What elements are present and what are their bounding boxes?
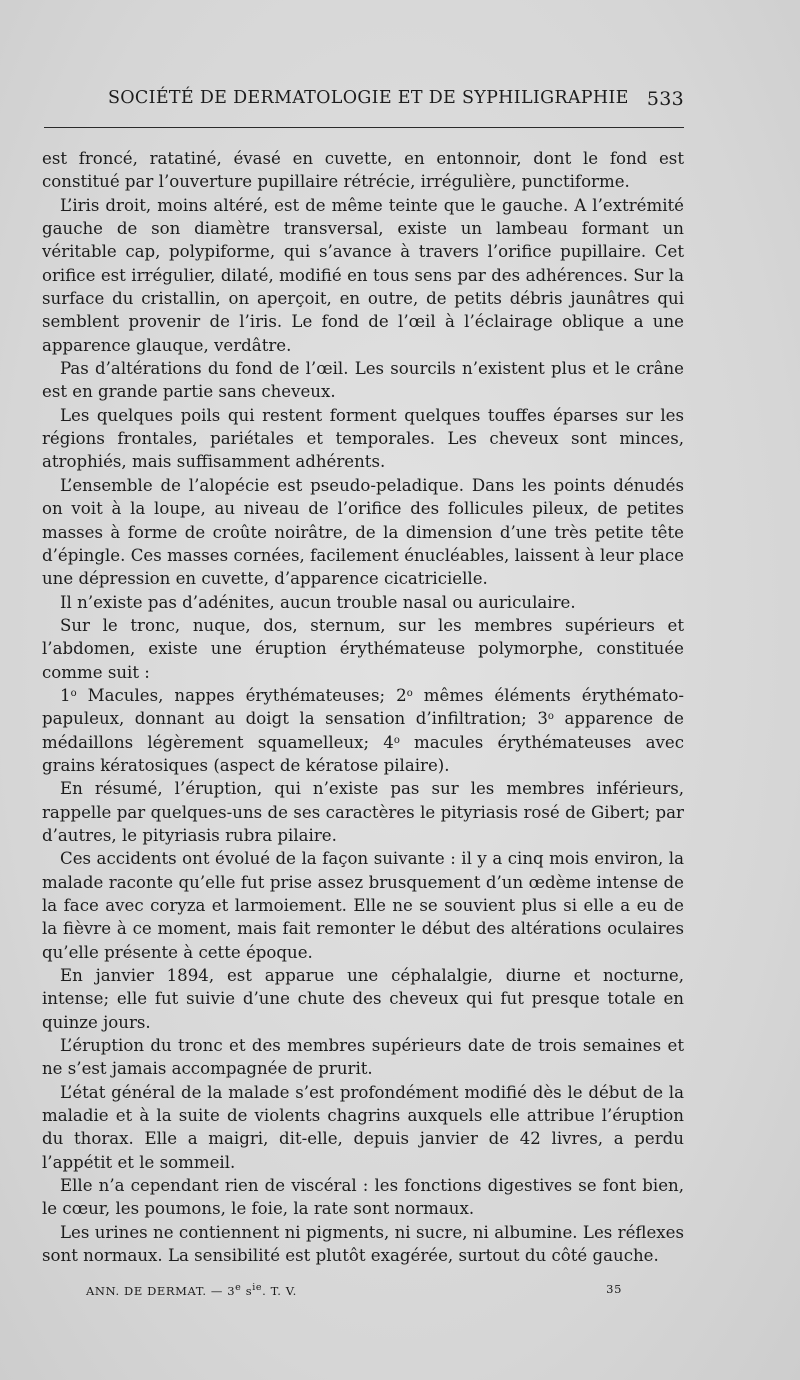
header-rule [44,127,684,128]
paragraph: Il n’existe pas d’adénites, aucun trouble nasal ou auriculaire. [60,592,576,612]
paragraph: L’état général de la malade s’est profondément modifié dès le début de la maladie et à la suite de violents chagrins auxquels elle attribue l’éruption du thorax. Elle a maigri, dit-elle, depuis janvier de 42 livres, a perdu l’appétit et le sommeil. [42,1082,684,1172]
body-text [42,147,684,1268]
paragraph: L’ensemble de l’alopécie est pseudo-peladique. Dans les points dénudés on voit à la loupe, au niveau de l’orifice des follicules pileux, de petites masses à forme de croûte noirâtre, de la dimension d’une très petite tête d’épingle. Ces masses cornées, facilement énucléables, laissent à leur place une dépression en cuvette, d’apparence cicatricielle. [42,475,684,589]
paragraph: L’iris droit, moins altéré, est de même teinte que le gauche. A l’extrémité gauche de son diamètre transversal, existe un lambeau formant un véritable cap, polypiforme, qui s’avance à travers l’orifice pupillaire. Cet orifice est irrégulier, dilaté, modifié en tous sens par des adhérences. Sur la surface du cristallin, on aperçoit, en outre, de petits débris jaunâtres qui semblent provenir de l’iris. Le fond de l’œil à l’éclairage oblique a une apparence glauque, verdâtre. [42,195,684,355]
paragraph: Sur le tronc, nuque, dos, sternum, sur les membres supérieurs et l’abdomen, existe une éruption érythémateuse polymorphe, constituée comme suit : [42,615,684,682]
paragraph: L’éruption du tronc et des membres supérieurs date de trois semaines et ne s’est jamais accompagnée de prurit. [42,1036,684,1079]
signature-number: 35 [606,1282,622,1296]
enum-text: mêmes éléments érythémato-papuleux, donnant au doigt la sensation d’infiltration; [42,685,684,729]
ordinal-mark: o [406,687,413,699]
enum-number: 2 [396,685,407,705]
paragraph: Les urines ne contiennent ni pigments, ni sucre, ni albumine. Les réflexes sont normaux. La sensibilité est plutôt exagérée, surtout du côté gauche. [42,1222,684,1266]
paragraph: Elle n’a cependant rien de viscéral : les fonctions digestives se font bien, le cœur, les poumons, le foie, la rate sont normaux. [42,1176,684,1219]
enum-number: 4 [383,732,394,752]
paragraph: Pas d’altérations du fond de l’œil. Les sourcils n’existent plus et le crâne est en grande partie sans cheveux. [42,359,684,402]
ordinal-mark: o [70,687,77,699]
paragraph: Ces accidents ont évolué de la façon suivante : il y a cinq mois environ, la malade raconte qu’elle fut prise assez brusquement d’un œdème intense de la face avec coryza et larmoiement. Elle ne se souvient plus si elle a eu de la fièvre à ce moment, mais fait remonter le début des altérations oculaires qu’elle présente à cette époque. [42,849,684,962]
enum-text: apparence de médaillons légèrement squamelleux; [42,709,684,752]
signature-line [86,1282,622,1302]
enum-number: 1 [60,685,71,705]
signature-prefix: ANN. DE DERMAT. — 3 [86,1283,236,1298]
signature-sup: ie [252,1282,263,1293]
running-head [108,88,684,118]
enum-text: macules érythémateuses avec grains kératosiques (aspect de kératose pilaire). [42,732,684,775]
enum-text: Macules, nappes érythémateuses; [76,685,397,705]
signature-text [86,1282,297,1298]
enumeration-paragraph [42,684,684,777]
signature-suffix: . T. V. [262,1283,297,1298]
signature-sup: e [235,1282,242,1293]
page-number: 533 [646,88,684,110]
paragraph: En janvier 1894, est apparue une céphalalgie, diurne et nocturne, intense; elle fut suivie d’une chute des cheveux qui fut presque totale en quinze jours. [42,966,684,1032]
paragraph: En résumé, l’éruption, qui n’existe pas sur les membres inférieurs, rappelle par quelques-uns de ses caractères le pityriasis rosé de Gibert; par d’autres, le pityriasis rubra pilaire. [42,779,684,845]
running-title: SOCIÉTÉ DE DERMATOLOGIE ET DE SYPHILIGRAPHIE [108,88,629,108]
paragraph: est froncé, ratatiné, évasé en cuvette, en entonnoir, dont le fond est constitué par l’ouverture pupillaire rétrécie, irrégulière, punctiforme. [42,149,684,192]
ordinal-mark: o [547,711,554,723]
ordinal-mark: o [393,734,400,746]
signature-middle: s [241,1283,253,1298]
enum-number: 3 [537,709,548,729]
paragraph: Les quelques poils qui restent forment quelques touffes éparses sur les régions frontales, pariétales et temporales. Les cheveux sont minces, atrophiés, mais suffisamment adhérents. [42,405,684,472]
